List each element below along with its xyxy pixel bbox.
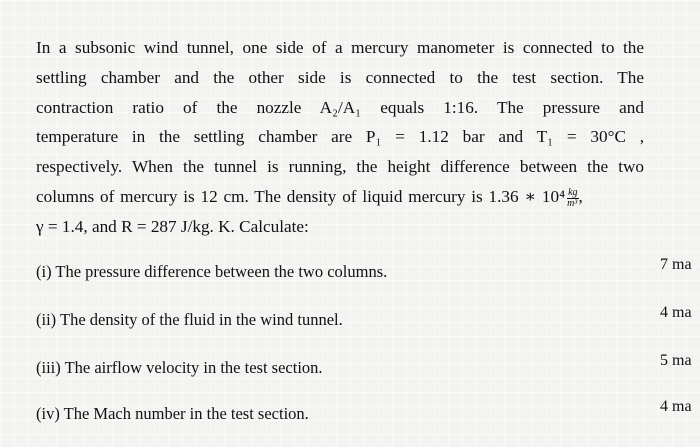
question-part-iii — [36, 352, 700, 388]
marks-label: 5 ma — [660, 352, 692, 369]
density-unit-fraction — [567, 188, 578, 209]
marks-label: 4 ma — [660, 304, 692, 321]
problem-line: γ = 1.4, and R = 287 J/kg. K. Calculate: — [36, 216, 309, 236]
marks-label: 7 ma — [660, 256, 692, 273]
problem-line-density — [36, 182, 644, 212]
question-part-ii — [36, 304, 700, 340]
density-unit-tail: , — [578, 186, 583, 206]
question-text: (ii) The density of the fluid in the wind tunnel. — [36, 310, 343, 329]
question-part-iv — [36, 398, 700, 434]
problem-line: temperature in the settling chamber are P₁ = 1.12 bar and T₁ = 30°C , — [36, 127, 644, 147]
question-part-i — [36, 256, 700, 292]
problem-line: settling chamber and the other side is connected to the test section. The — [36, 67, 644, 87]
problem-line: contraction ratio of the nozzle A₂/A₁ equals 1:16. The pressure and — [36, 97, 644, 117]
density-unit-numerator: kg — [568, 186, 578, 198]
question-text: (i) The pressure difference between the two columns. — [36, 262, 388, 281]
question-text: (iii) The airflow velocity in the test section. — [36, 358, 323, 377]
problem-line: respectively. When the tunnel is running, the height difference between the two — [36, 157, 644, 177]
marks-label: 4 ma — [660, 398, 692, 415]
question-text: (iv) The Mach number in the test section. — [36, 404, 309, 423]
problem-statement — [36, 33, 644, 242]
density-unit-denominator: m³ — [567, 197, 578, 209]
problem-line: In a subsonic wind tunnel, one side of a mercury manometer is connected to the — [36, 38, 644, 57]
problem-line-density-text: columns of mercury is 12 cm. The density of liquid mercury is 1.36 ∗ 10⁴ — [36, 186, 566, 206]
